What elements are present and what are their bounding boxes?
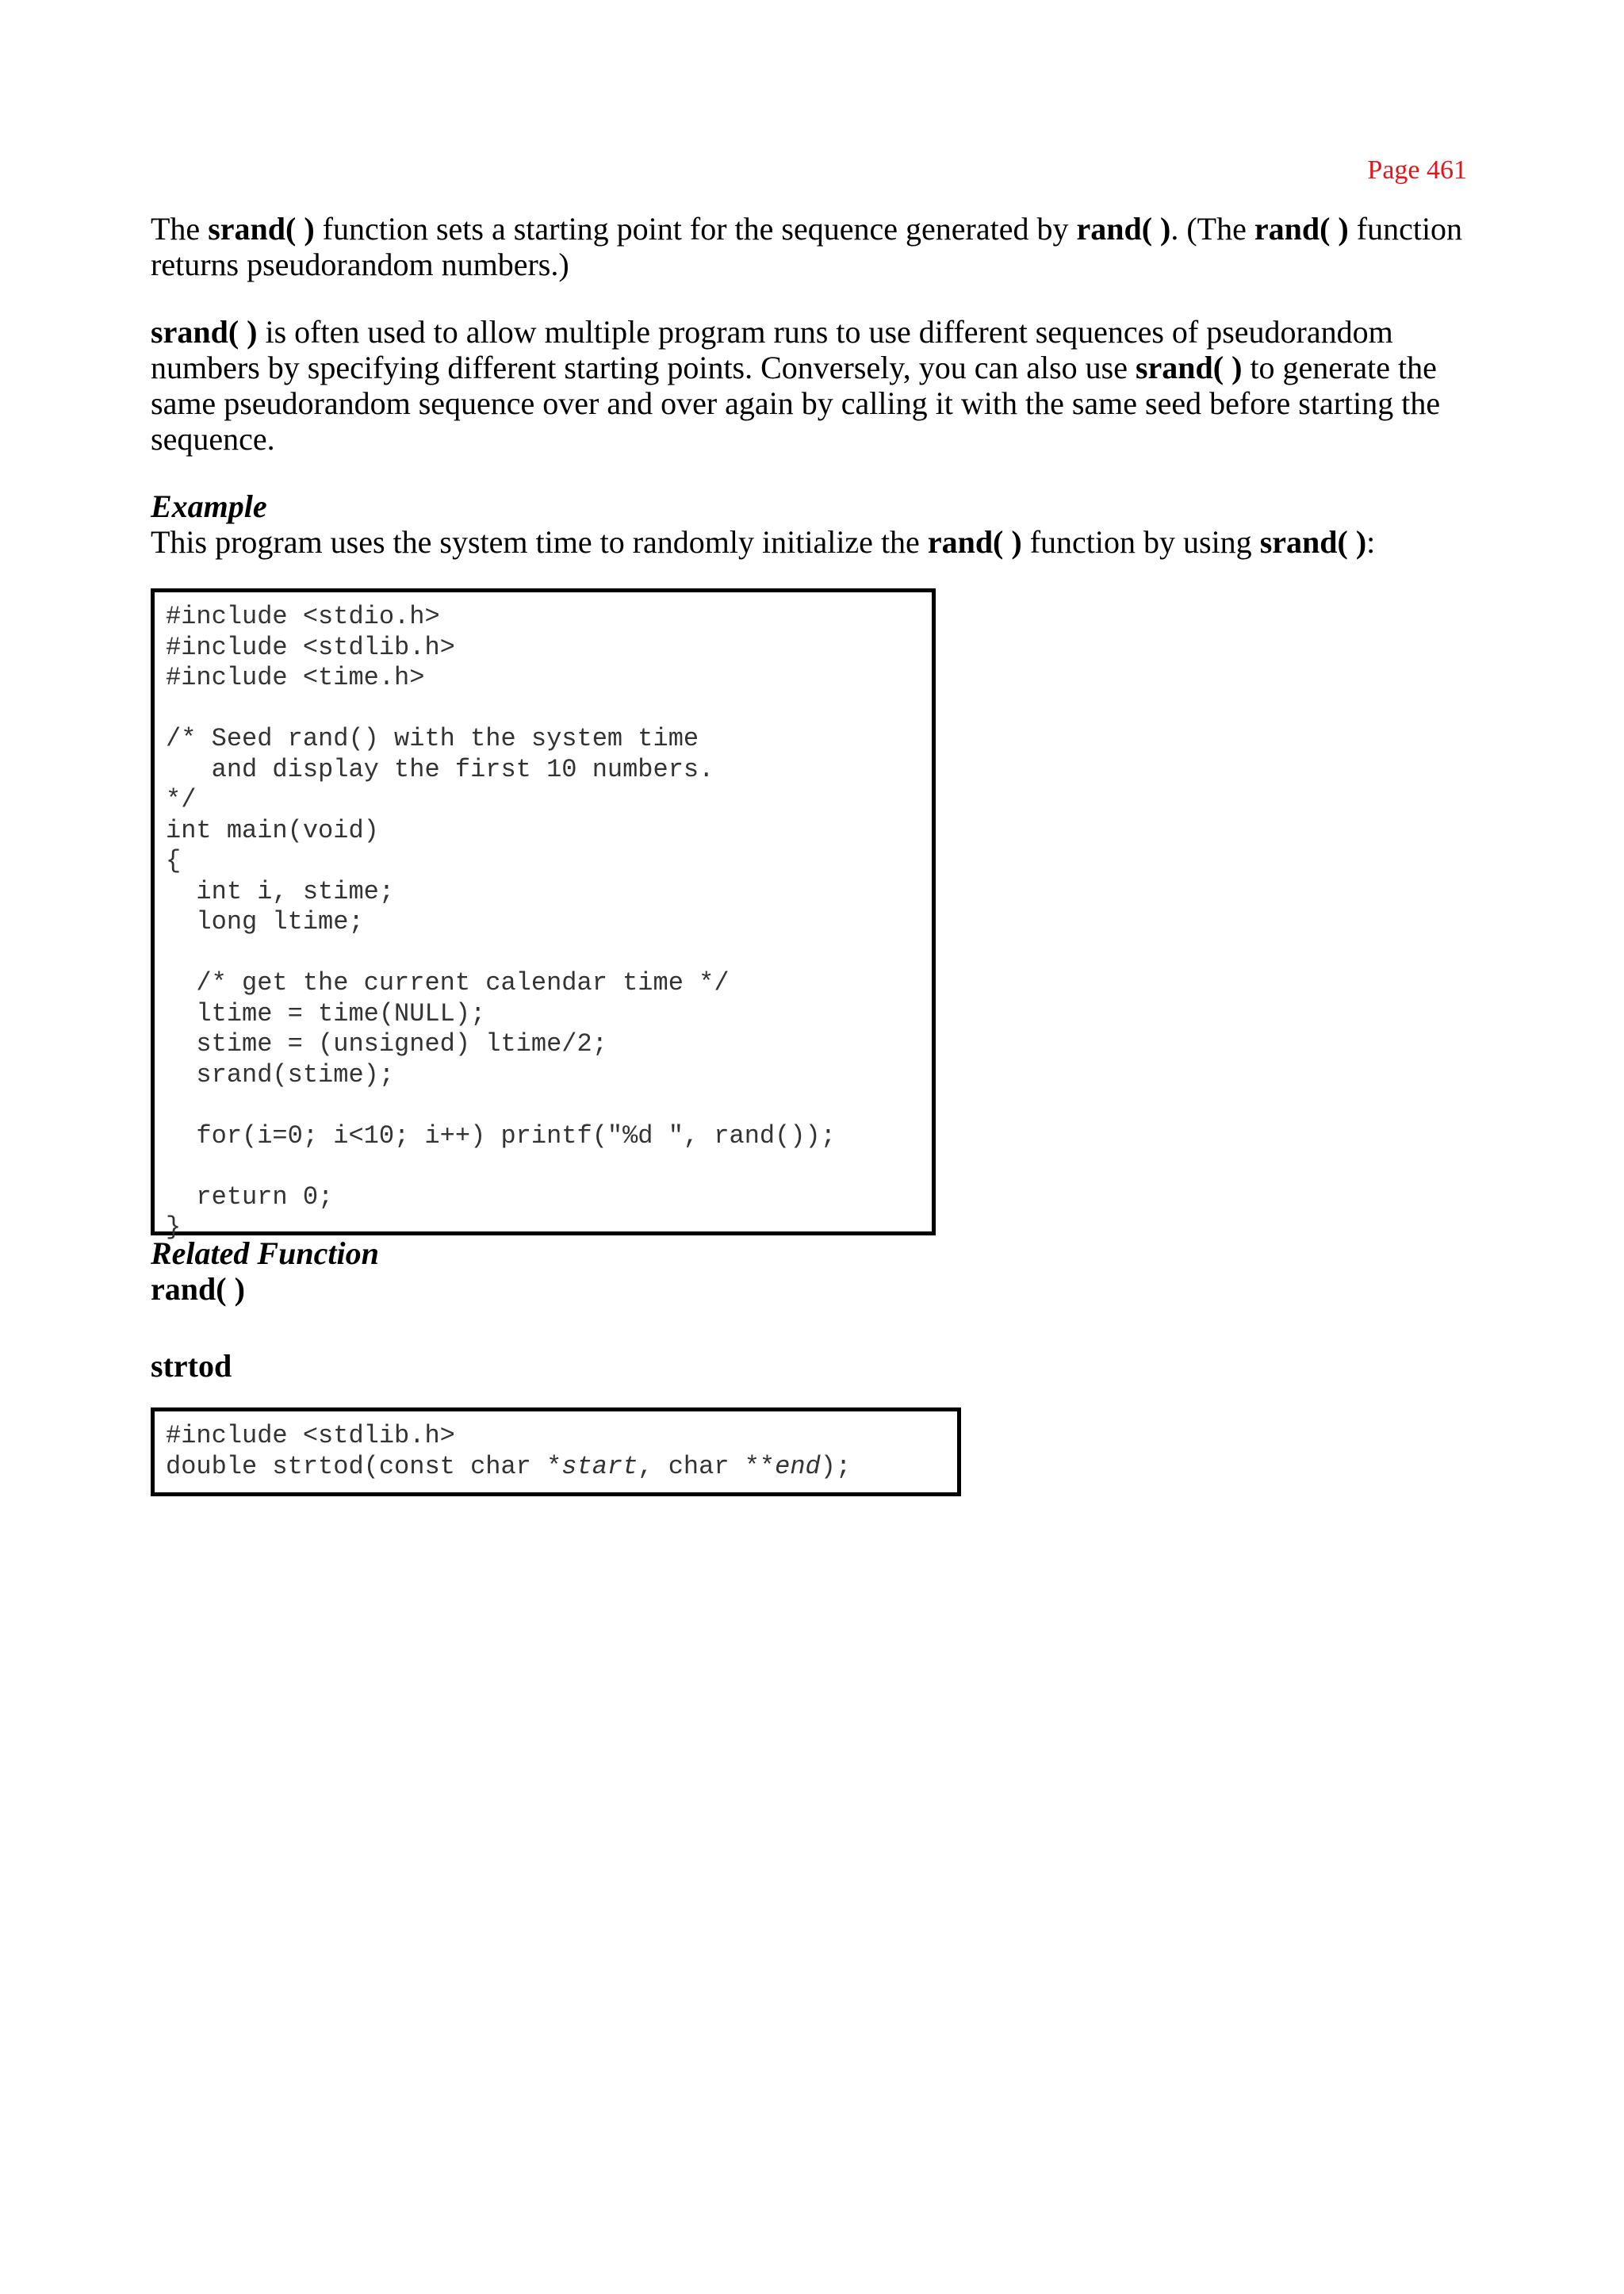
function-ref: rand( ) (1254, 211, 1349, 247)
prototype-include: #include <stdlib.h> (166, 1421, 455, 1450)
function-ref: srand( ) (151, 314, 258, 350)
related-function-heading: Related Function (151, 1235, 379, 1271)
function-ref: srand( ) (208, 211, 315, 247)
code-example-box: #include <stdio.h> #include <stdlib.h> #include <time.h> /* Seed rand() with the system time and display the first 10 numbers. */ int main(void) { int i, stime; long ltime; /* get the current calendar time */ ltime = time(NULL); stime = (unsigned) ltime/2; srand(stime); for(i=0; i<10; i++) printf("%d ", rand()); return 0; } (151, 588, 936, 1235)
prototype-box (151, 1407, 961, 1496)
text-span: . (The (1170, 211, 1254, 247)
text-span: : (1366, 524, 1376, 560)
text-span: function by using (1021, 524, 1260, 560)
text-span: is often used to allow multiple program runs to use different sequences of pseudorandom numbers by specifying different starting points. Conversely, you can also use (151, 314, 1393, 385)
prototype-text: double strtod(const char * (166, 1451, 562, 1481)
prototype-text: ); (820, 1451, 852, 1481)
function-ref: srand( ) (1259, 524, 1367, 560)
prototype-param-end: end (775, 1451, 821, 1481)
page-number: Page 461 (1367, 155, 1467, 185)
prototype-param-start: start (561, 1451, 638, 1481)
text-span: function returns pseudorandom numbers.) (151, 211, 1463, 282)
function-ref: rand( ) (1076, 211, 1171, 247)
intro-paragraph (151, 211, 1475, 282)
function-ref: srand( ) (1135, 350, 1243, 385)
example-heading: Example (151, 488, 267, 524)
text-span: function sets a starting point for the sequence generated by (314, 211, 1077, 247)
function-title: strtod (151, 1348, 232, 1384)
page-content (151, 211, 1475, 1496)
usage-paragraph (151, 314, 1475, 457)
related-function-name: rand( ) (151, 1271, 245, 1307)
text-span: The (151, 211, 209, 247)
function-ref: rand( ) (927, 524, 1022, 560)
prototype-text: , char ** (638, 1451, 776, 1481)
text-span: to generate the same pseudorandom sequence over and over again by calling it with the same seed before starting the sequence. (151, 350, 1441, 457)
example-intro-paragraph (151, 524, 1475, 560)
text-span: This program uses the system time to randomly initialize the (151, 524, 928, 560)
